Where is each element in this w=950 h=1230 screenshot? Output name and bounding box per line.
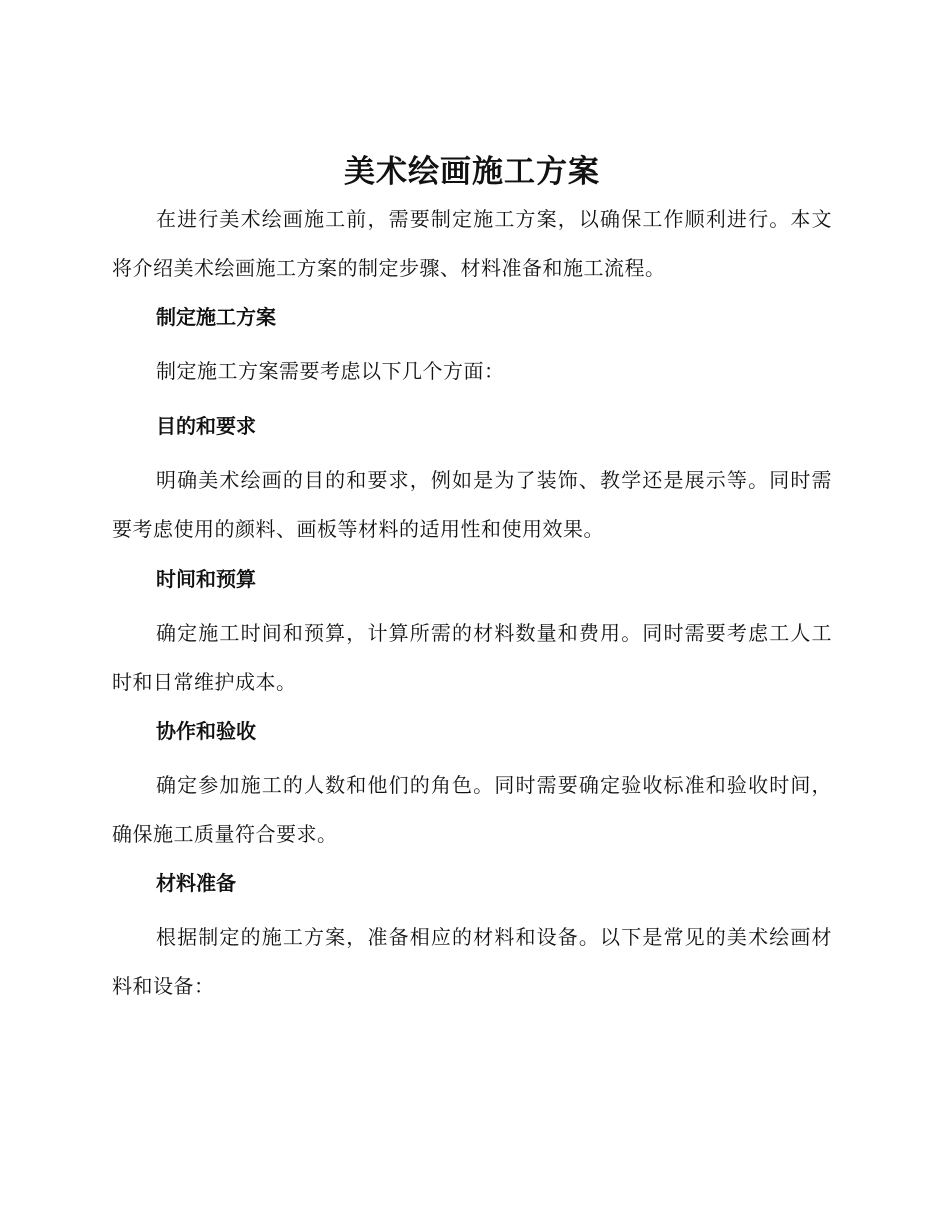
heading-plan: 制定施工方案 <box>156 305 276 329</box>
paragraph-collab: 确定参加施工的人数和他们的角色。同时需要确定验收标准和验收时间，确保施工质量符合要求。 <box>112 773 832 846</box>
paragraph-time: 确定施工时间和预算，计算所需的材料数量和费用。同时需要考虑工人工时和日常维护成本。 <box>112 621 832 694</box>
heading-time: 时间和预算 <box>156 567 256 591</box>
heading-collab: 协作和验收 <box>156 719 256 743</box>
paragraph-materials: 根据制定的施工方案，准备相应的材料和设备。以下是常见的美术绘画材料和设备： <box>112 925 832 998</box>
paragraph-plan: 制定施工方案需要考虑以下几个方面： <box>156 359 505 383</box>
heading-materials: 材料准备 <box>156 871 236 895</box>
intro-paragraph: 在进行美术绘画施工前，需要制定施工方案，以确保工作顺利进行。本文将介绍美术绘画施工方案的制定步骤、材料准备和施工流程。 <box>112 207 832 280</box>
heading-goal: 目的和要求 <box>156 414 256 438</box>
document-title: 美术绘画施工方案 <box>344 154 600 190</box>
paragraph-goal: 明确美术绘画的目的和要求，例如是为了装饰、教学还是展示等。同时需要考虑使用的颜料、画板等材料的适用性和使用效果。 <box>112 468 832 541</box>
